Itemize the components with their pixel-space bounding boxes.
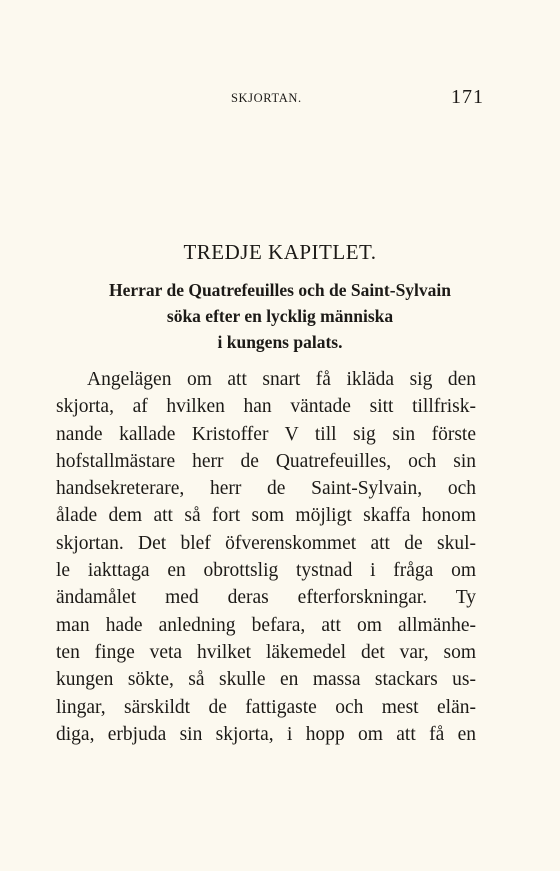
text-line: hofstallmästare herr de Quatrefeuilles, och sin [56, 450, 476, 472]
text-line: diga, erbjuda sin skjorta, i hopp om att få en [56, 723, 476, 745]
text-line: ålade dem att så fort som möjligt skaffa honom [56, 505, 476, 527]
text-line: lingar, särskildt de fattigaste och mest elän- [56, 696, 476, 718]
text-line: ten finge veta hvilket läkemedel det var, som [56, 641, 476, 663]
body-paragraph [56, 366, 476, 748]
text-line: handsekreterare, herr de Saint-Sylvain, och [56, 478, 476, 500]
text-line: ändamålet med deras efterforskningar. Ty [56, 587, 476, 609]
text-line: skjorta, af hvilken han väntade sitt tillfrisk- [56, 396, 476, 418]
text-line: skjortan. Det blef öfverenskommet att de skul- [56, 532, 476, 554]
summary-line: söka efter en lycklig människa [166, 306, 394, 326]
running-head: SKJORTAN. [231, 91, 302, 105]
text-line: Angelägen om att snart få ikläda sig den [87, 369, 476, 390]
chapter-title: TREDJE KAPITLET. [183, 240, 377, 264]
summary-line: Herrar de Quatrefeuilles och de Saint-Sylvain [108, 280, 452, 300]
text-line: man hade anledning befara, att om allmänhe- [56, 614, 476, 636]
chapter-summary [30, 277, 530, 355]
text-line: kungen sökte, så skulle en massa stackars us- [56, 669, 476, 691]
summary-line: i kungens palats. [217, 332, 343, 352]
page-number: 171 [451, 86, 484, 108]
text-line: nande kallade Kristoffer V till sig sin förste [56, 423, 476, 445]
text-line: le iakttaga en obrottslig tystnad i fråga om [56, 560, 476, 582]
